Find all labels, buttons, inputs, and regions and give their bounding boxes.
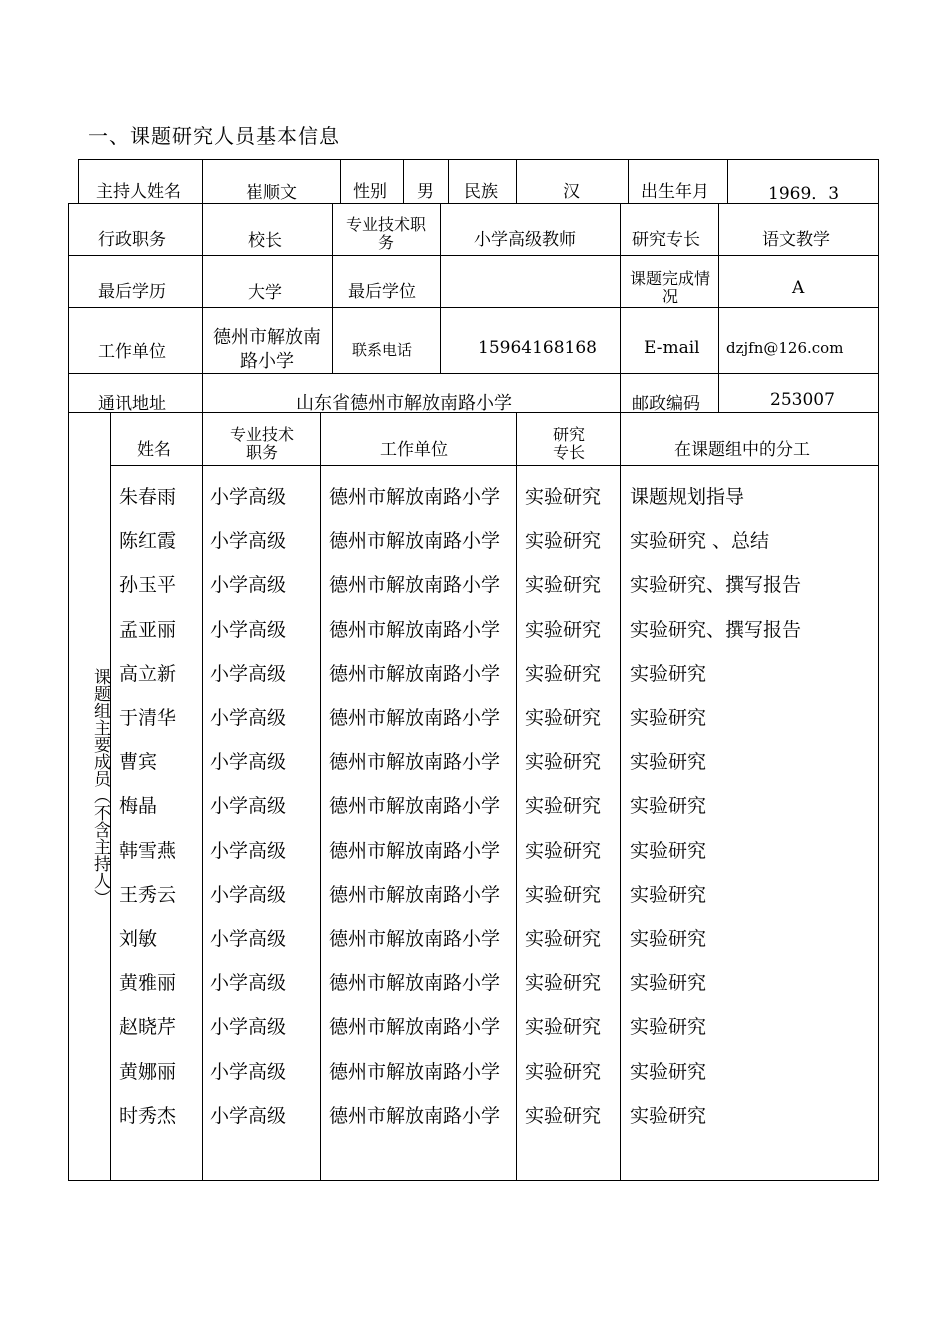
member-unit: 德州市解放南路小学 [329, 1016, 501, 1039]
members-header-title: 专业技术职务 [229, 425, 294, 462]
member-title: 小学高级 [210, 618, 287, 641]
member-role: 实验研究 [630, 662, 707, 685]
member-role: 课题规划指导 [630, 486, 745, 508]
table-row [110, 737, 878, 781]
member-title: 小学高级 [210, 1060, 287, 1083]
member-title: 小学高级 [210, 972, 287, 995]
table-row [110, 605, 878, 649]
member-name: 曹宾 [119, 751, 158, 774]
table-row [110, 560, 878, 604]
member-specialty: 实验研究 [525, 839, 602, 862]
member-unit: 德州市解放南路小学 [329, 1060, 501, 1083]
member-name: 王秀云 [119, 883, 177, 906]
member-title: 小学高级 [210, 662, 287, 685]
table-row [110, 914, 878, 958]
specialty-label: 研究专长 [632, 230, 700, 250]
table-row [110, 516, 878, 560]
members-header-role: 在课题组中的分工 [674, 440, 810, 460]
birth-value: 1969．3 [768, 184, 840, 204]
completion-value: A [792, 278, 805, 298]
member-role: 实验研究 [630, 707, 707, 729]
education-label: 最后学历 [98, 282, 166, 302]
member-unit: 德州市解放南路小学 [329, 662, 501, 685]
member-role: 实验研究 、总结 [630, 530, 770, 553]
member-role: 实验研究 [630, 1104, 707, 1127]
completion-label: 课题完成情况 [629, 269, 710, 306]
members-group-label: 课题组主要成员（不含主持人） [90, 668, 110, 906]
member-role: 实验研究 [630, 1016, 707, 1039]
member-specialty: 实验研究 [525, 928, 602, 950]
member-unit: 德州市解放南路小学 [329, 839, 501, 862]
member-unit: 德州市解放南路小学 [329, 618, 501, 641]
phone-label: 联系电话 [352, 341, 413, 359]
table-row [110, 958, 878, 1002]
education-value: 大学 [248, 283, 282, 303]
unit-label: 工作单位 [98, 342, 166, 362]
member-unit: 德州市解放南路小学 [329, 883, 501, 906]
member-title: 小学高级 [210, 795, 287, 818]
degree-label: 最后学位 [348, 282, 416, 302]
member-role: 实验研究 [630, 751, 707, 774]
member-name: 朱春雨 [119, 486, 177, 508]
member-title: 小学高级 [210, 883, 287, 906]
unit-value: 德州市解放南路小学 [213, 327, 321, 372]
member-name: 孟亚丽 [119, 618, 177, 641]
member-specialty: 实验研究 [525, 707, 602, 729]
member-role: 实验研究 [630, 972, 707, 995]
member-specialty: 实验研究 [525, 883, 602, 906]
member-title: 小学高级 [210, 486, 287, 508]
ethnic-label: 民族 [464, 182, 498, 202]
postcode-label: 邮政编码 [632, 394, 700, 414]
member-name: 陈红霞 [119, 530, 177, 553]
member-name: 韩雪燕 [119, 839, 177, 862]
member-unit: 德州市解放南路小学 [329, 1104, 501, 1127]
member-title: 小学高级 [210, 839, 287, 862]
member-name: 赵晓芹 [119, 1016, 177, 1039]
member-unit: 德州市解放南路小学 [329, 530, 501, 553]
member-specialty: 实验研究 [525, 1016, 602, 1039]
member-unit: 德州市解放南路小学 [329, 795, 501, 818]
member-name: 梅晶 [119, 795, 158, 818]
table-row [110, 1091, 878, 1135]
address-value: 山东省德州市解放南路小学 [296, 393, 512, 414]
member-name: 孙玉平 [119, 574, 177, 597]
member-name: 于清华 [119, 707, 177, 729]
member-name: 时秀杰 [119, 1104, 177, 1127]
member-role: 实验研究、撰写报告 [630, 618, 802, 641]
postcode-value: 253007 [770, 390, 835, 410]
email-label: E-mail [644, 338, 700, 358]
member-unit: 德州市解放南路小学 [329, 707, 501, 729]
host-label: 主持人姓名 [96, 182, 181, 202]
host-value: 崔顺文 [246, 183, 297, 203]
member-specialty: 实验研究 [525, 486, 602, 508]
tech-title-value: 小学高级教师 [474, 230, 576, 250]
table-row [110, 649, 878, 693]
member-specialty: 实验研究 [525, 662, 602, 685]
member-unit: 德州市解放南路小学 [329, 486, 501, 508]
table-row [110, 870, 878, 914]
admin-label: 行政职务 [98, 230, 166, 250]
address-label: 通讯地址 [98, 394, 166, 414]
member-unit: 德州市解放南路小学 [329, 972, 501, 995]
table-row [110, 472, 878, 516]
member-role: 实验研究 [630, 928, 707, 950]
member-role: 实验研究、撰写报告 [630, 574, 802, 597]
member-specialty: 实验研究 [525, 1104, 602, 1127]
member-specialty: 实验研究 [525, 795, 602, 818]
member-specialty: 实验研究 [525, 1060, 602, 1083]
member-specialty: 实验研究 [525, 574, 602, 597]
email-value: dzjfn@126.com [726, 339, 844, 357]
member-specialty: 实验研究 [525, 751, 602, 774]
member-title: 小学高级 [210, 530, 287, 553]
birth-label: 出生年月 [641, 182, 709, 202]
member-role: 实验研究 [630, 839, 707, 862]
gender-label: 性别 [353, 182, 387, 202]
tech-title-label: 专业技术职务 [345, 215, 426, 252]
member-role: 实验研究 [630, 1060, 707, 1083]
member-title: 小学高级 [210, 707, 287, 729]
member-role: 实验研究 [630, 795, 707, 818]
member-role: 实验研究 [630, 883, 707, 906]
table-row [110, 826, 878, 870]
member-title: 小学高级 [210, 928, 287, 950]
member-title: 小学高级 [210, 751, 287, 774]
members-header-specialty: 研究专长 [552, 425, 585, 462]
table-row [110, 1047, 878, 1091]
member-name: 黄雅丽 [119, 972, 177, 995]
table-row [110, 1002, 878, 1046]
ethnic-value: 汉 [563, 182, 580, 202]
table-row [110, 693, 878, 737]
member-name: 高立新 [119, 662, 177, 685]
members-header-unit: 工作单位 [380, 440, 448, 460]
gender-value: 男 [417, 182, 434, 202]
section-heading: 一、课题研究人员基本信息 [88, 124, 340, 148]
member-unit: 德州市解放南路小学 [329, 751, 501, 774]
member-specialty: 实验研究 [525, 618, 602, 641]
member-title: 小学高级 [210, 1016, 287, 1039]
phone-value: 15964168168 [478, 338, 597, 358]
member-specialty: 实验研究 [525, 530, 602, 553]
specialty-value: 语文教学 [762, 230, 830, 250]
admin-value: 校长 [248, 231, 282, 251]
member-unit: 德州市解放南路小学 [329, 928, 501, 950]
member-name: 黄娜丽 [119, 1060, 177, 1083]
member-specialty: 实验研究 [525, 972, 602, 995]
member-unit: 德州市解放南路小学 [329, 574, 501, 597]
member-title: 小学高级 [210, 574, 287, 597]
member-name: 刘敏 [119, 928, 158, 950]
member-title: 小学高级 [210, 1104, 287, 1127]
members-header-name: 姓名 [137, 440, 171, 460]
table-row [110, 781, 878, 825]
